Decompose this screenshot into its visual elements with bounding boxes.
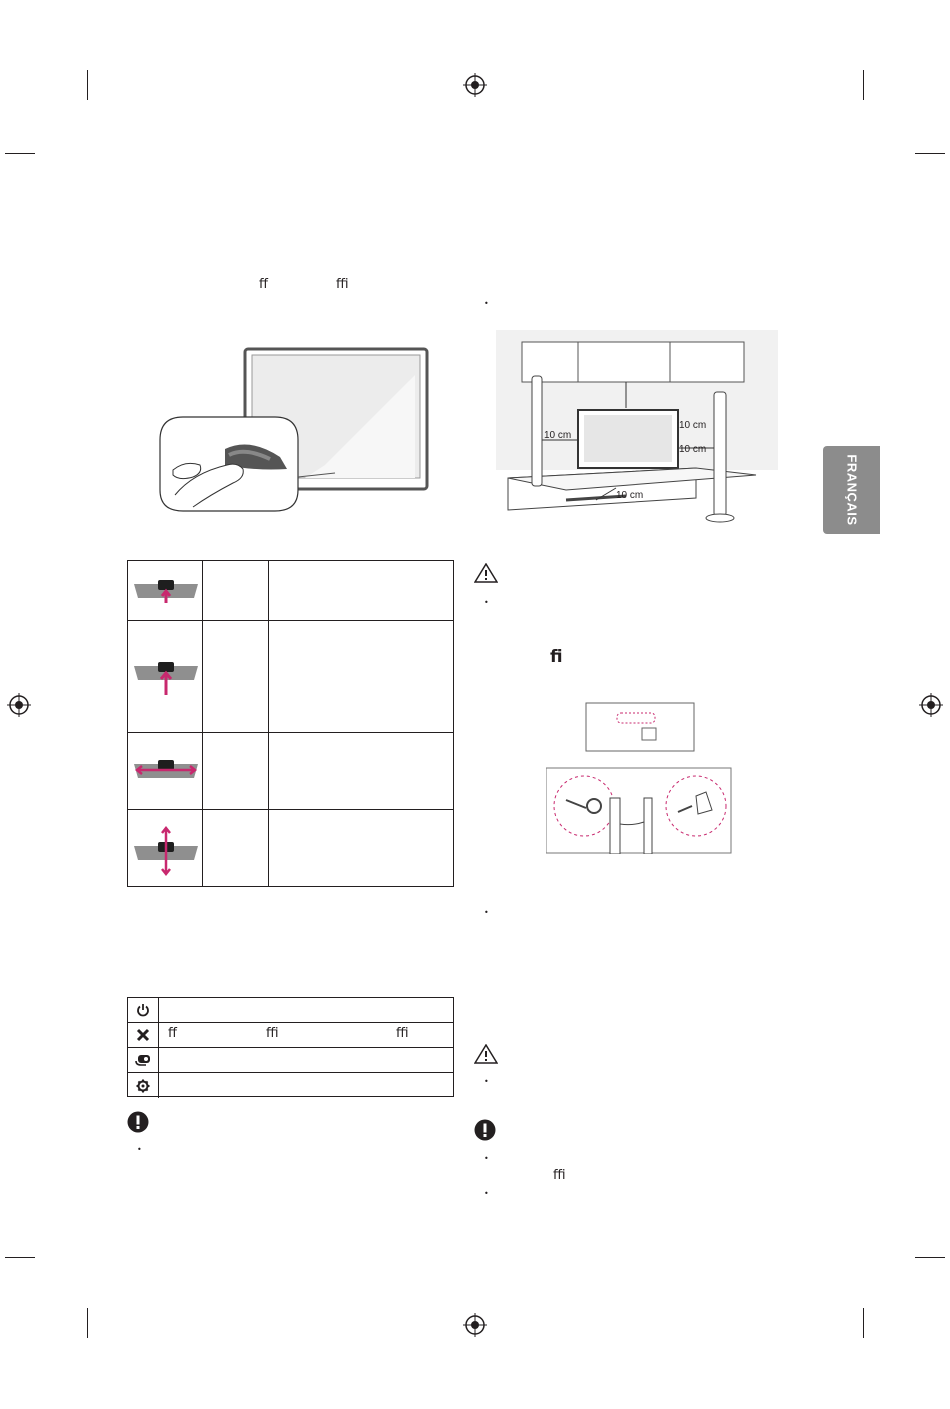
table-row <box>128 621 453 733</box>
bullet: • <box>484 1077 489 1086</box>
clearance-label-right: 10 cm <box>679 444 707 455</box>
table-row <box>128 1048 453 1073</box>
registration-mark <box>463 1313 487 1337</box>
wall-mount-heading-glyph: ﬁ <box>550 647 563 667</box>
crop-mark <box>87 70 88 100</box>
settings-gear-icon <box>136 1079 150 1093</box>
input-source-icon <box>134 1053 152 1067</box>
wall-mount-illustration <box>546 702 732 854</box>
registration-mark <box>463 73 487 97</box>
row-glyph: ﬃ <box>266 1026 279 1041</box>
crop-mark <box>87 1308 88 1338</box>
note-glyph: ﬃ <box>553 1168 566 1183</box>
icon-cell <box>128 1023 159 1047</box>
crop-mark <box>863 1308 864 1338</box>
crop-mark <box>915 1257 945 1258</box>
clearance-label-left: 10 cm <box>544 430 572 441</box>
row-glyph: ﬀ <box>168 1026 177 1041</box>
power-icon <box>136 1003 150 1017</box>
icon-cell <box>128 1048 159 1072</box>
icon-cell <box>128 1073 159 1098</box>
tv-joystick-illustration <box>155 345 435 515</box>
table-row <box>128 998 453 1023</box>
crop-mark <box>863 70 864 100</box>
bullet: • <box>484 598 489 607</box>
registration-mark <box>7 693 31 717</box>
row-glyph: ﬃ <box>396 1026 409 1041</box>
icon-cell <box>128 998 159 1022</box>
joystick-up-down-icon <box>132 826 200 876</box>
close-x-icon <box>136 1028 150 1042</box>
crop-mark <box>5 1257 35 1258</box>
joystick-left-right-icon <box>132 755 200 785</box>
bullet: • <box>484 1154 489 1163</box>
clearance-label-right-top: 10 cm <box>679 420 707 431</box>
intro-glyph: ﬃ <box>336 277 349 292</box>
bullet: • <box>484 908 489 917</box>
note-icon <box>474 1119 496 1141</box>
table-row <box>128 733 453 810</box>
bullet: • <box>137 1145 142 1154</box>
table-row <box>128 1073 453 1098</box>
joystick-press-icon <box>132 575 200 605</box>
table-row <box>128 810 453 888</box>
menu-options-table <box>127 997 454 1097</box>
language-tab-label: FRANÇAIS <box>844 454 859 526</box>
table-row <box>128 1023 453 1048</box>
intro-glyph: ﬀ <box>259 277 268 292</box>
language-side-tab <box>823 446 880 534</box>
table-row <box>128 561 453 621</box>
crop-mark <box>5 153 35 154</box>
joystick-hold-icon <box>132 657 200 697</box>
bullet: • <box>484 299 489 308</box>
note-icon <box>127 1111 149 1133</box>
installation-clearance-illustration <box>496 330 778 525</box>
warning-icon <box>474 1044 498 1064</box>
registration-mark <box>919 693 943 717</box>
joystick-control-table <box>127 560 454 887</box>
clearance-label-front: 10 cm <box>616 490 644 501</box>
bullet: • <box>484 1189 489 1198</box>
warning-icon <box>474 563 498 583</box>
crop-mark <box>915 153 945 154</box>
